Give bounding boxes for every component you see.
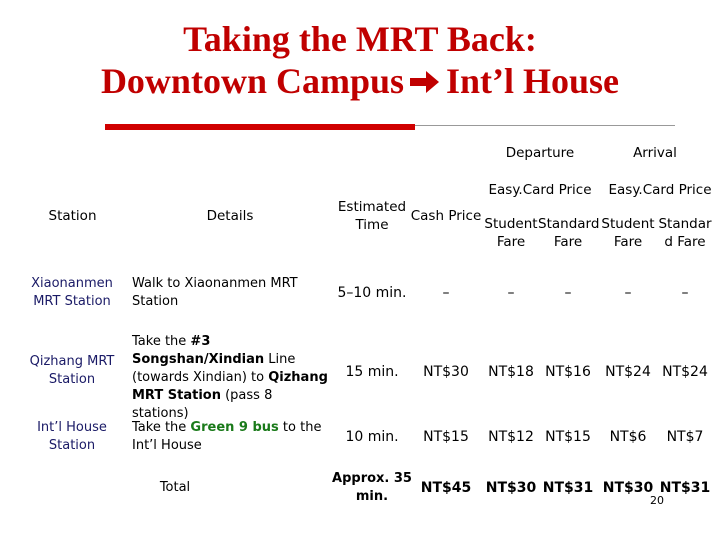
total-arr-student: NT$30 <box>602 480 654 496</box>
row3-time: 10 min. <box>345 429 399 445</box>
total-dep-student: NT$30 <box>485 480 537 496</box>
page-number: 20 <box>650 494 664 507</box>
row1-time: 5–10 min. <box>337 285 407 301</box>
header-student-fare-arrival: Student Fare <box>601 216 655 250</box>
row3-arr-standard: NT$7 <box>666 429 704 445</box>
row3-dep-student: NT$12 <box>488 429 534 445</box>
row2-cash: NT$30 <box>423 364 469 380</box>
header-easycard-arrival: Easy.Card Price <box>608 182 712 198</box>
header-student-fare: Student Fare <box>484 216 538 250</box>
header-estimated-time: Estimated Time <box>337 199 407 233</box>
header-standard-fare: Standard Fare <box>538 216 600 250</box>
row3-details: Take the Green 9 bus to the Int’l House <box>132 420 322 453</box>
header-easycard-departure: Easy.Card Price <box>488 182 592 198</box>
header-cash-price: Cash Price <box>410 208 482 224</box>
row3-arr-student: NT$6 <box>609 429 647 445</box>
header-departure: Departure <box>505 145 575 161</box>
header-details: Details <box>206 208 254 224</box>
row1-cash: – <box>442 285 450 301</box>
header-station: Station <box>48 208 97 224</box>
title-line-2: Downtown Campus Int’l House <box>100 61 620 101</box>
row1-details: Walk to Xiaonanmen MRT Station <box>132 276 298 309</box>
row3-dep-standard: NT$15 <box>545 429 591 445</box>
row1-dep-standard: – <box>564 285 572 301</box>
row2-dep-standard: NT$16 <box>545 364 591 380</box>
row3-cash: NT$15 <box>423 429 469 445</box>
total-dep-standard: NT$31 <box>542 480 594 496</box>
header-arrival: Arrival <box>633 145 677 161</box>
row1-arr-standard: – <box>681 285 689 301</box>
row1-arr-student: – <box>624 285 632 301</box>
row2-details: Take the #3 Songshan/Xindian Line (towards Xindian) to Qizhang MRT Station (pass 8 stations) <box>132 334 328 421</box>
row2-time: 15 min. <box>345 364 399 380</box>
total-arr-standard: NT$31 <box>659 480 711 496</box>
row2-arr-standard: NT$24 <box>662 364 708 380</box>
divider-line <box>415 125 675 126</box>
right-arrow-icon <box>410 69 440 95</box>
header-standard-fare-arrival: Standar d Fare <box>658 216 712 250</box>
row2-dep-student: NT$18 <box>488 364 534 380</box>
title-line-1: Taking the MRT Back: <box>183 19 537 59</box>
total-label: Total <box>159 480 191 495</box>
row2-arr-student: NT$24 <box>605 364 651 380</box>
row2-station: Qizhang MRT Station <box>29 354 115 387</box>
total-cash: NT$45 <box>420 480 472 496</box>
row3-station: Int’l House Station <box>37 420 107 453</box>
total-time: Approx. 35 min. <box>332 471 412 504</box>
accent-bar <box>105 124 415 130</box>
row1-station: Xiaonanmen MRT Station <box>31 276 113 309</box>
row1-dep-student: – <box>507 285 515 301</box>
